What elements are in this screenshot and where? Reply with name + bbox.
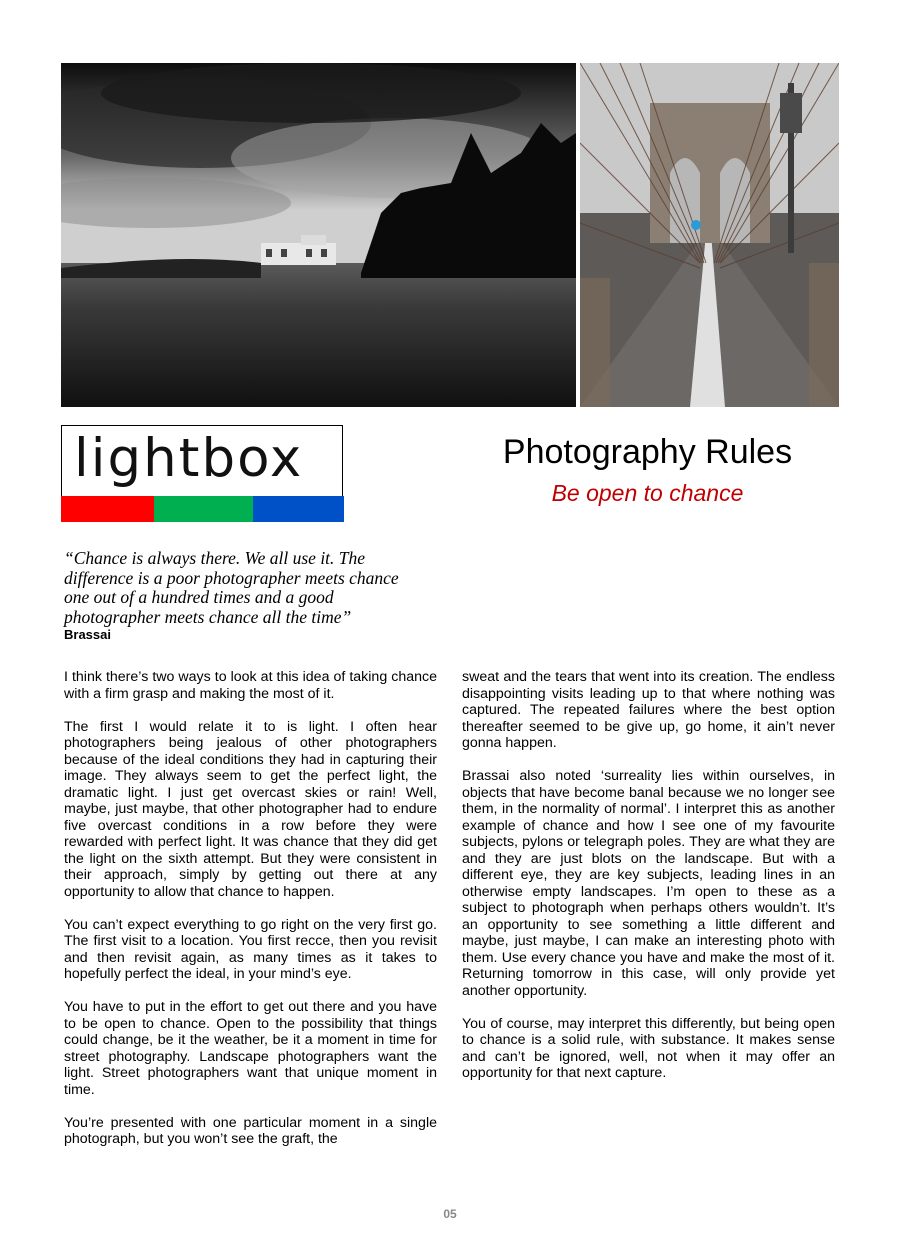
body-column-left — [64, 669, 437, 1164]
paragraph: The first I would relate it to is light. I often hear photographers being jealous of other photographers because of the ideal conditions they had in capturing their image. They always seem to get the perfect light, the dramatic light. I just get overcast skies or rain! Well, maybe, just maybe, that other photographer had to endure five overcast conditions in a row before they were rewarded with perfect light. It was chance that they did get the light on the sixth attempt. But they were consistent in their approach, simply by getting out there at any opportunity to allow that chance to happen. — [64, 718, 437, 900]
article-subtitle: Be open to chance — [551, 480, 744, 506]
paragraph: You have to put in the effort to get out there and you have to be open to chance. Open to the possibility that things could change, be it the weather, be it a moment in time for street photography. Landscape photographers want the light. Street photographers want that unique moment in time. — [64, 999, 437, 1098]
paragraph: I think there’s two ways to look at this idea of taking chance with a firm grasp and making the most of it. — [64, 669, 437, 702]
paragraph: You can’t expect everything to go right on the very first go. The first visit to a location. You first recce, then you revisit and then revisit again, as many times as it takes to hopefully perfect the ideal, in your mind’s eye. — [64, 916, 437, 982]
logo-text: lightbox — [74, 428, 304, 489]
logo-bar-green — [154, 496, 253, 522]
page-number: 05 — [443, 1207, 457, 1221]
landscape-photo — [61, 63, 576, 407]
quote-author: Brassai — [64, 627, 111, 642]
paragraph: You of course, may interpret this differently, but being open to chance is a solid rule, with substance. It makes sense and can’t be ignored, well, not when it may offer an opportunity for that next capture. — [462, 1015, 835, 1081]
bridge-photo — [580, 63, 839, 407]
paragraph: Brassai also noted ‘surreality lies within ourselves, in objects that have become banal because we no longer see them, in the normality of normal’. I interpret this as another example of chance and how I see one of my favourite subjects, pylons or telegraph poles. They are what they are and they are just blots on the landscape. But with a different eye, they are key subjects, leading lines in an otherwise empty landscapes. I’m open to these as a subject to photograph when perhaps others wouldn’t. It’s an opportunity to see something a little different and maybe, just maybe, I can make an interesting photo with them. Use every chance you have and make the most of it. Returning tomorrow in this case, will only provide yet another opportunity. — [462, 768, 835, 999]
pull-quote: “Chance is always there. We all use it. The difference is a poor photographer meets chance one out of a hundred times and a good photographer meets chance all the time” — [64, 548, 399, 627]
article-title: Photography Rules — [502, 433, 793, 471]
logo-bar-blue — [253, 496, 344, 522]
logo-bar-red — [61, 496, 154, 522]
lightbox-logo — [61, 425, 343, 522]
paragraph: sweat and the tears that went into its creation. The endless disappointing visits leading up to that where nothing was captured. The repeated failures where the best option thereafter seemed to be give up, go home, it ain’t never gonna happen. — [462, 669, 835, 751]
body-column-right — [462, 669, 835, 1098]
paragraph: You’re presented with one particular moment in a single photograph, but you won’t see the graft, the — [64, 1114, 437, 1147]
